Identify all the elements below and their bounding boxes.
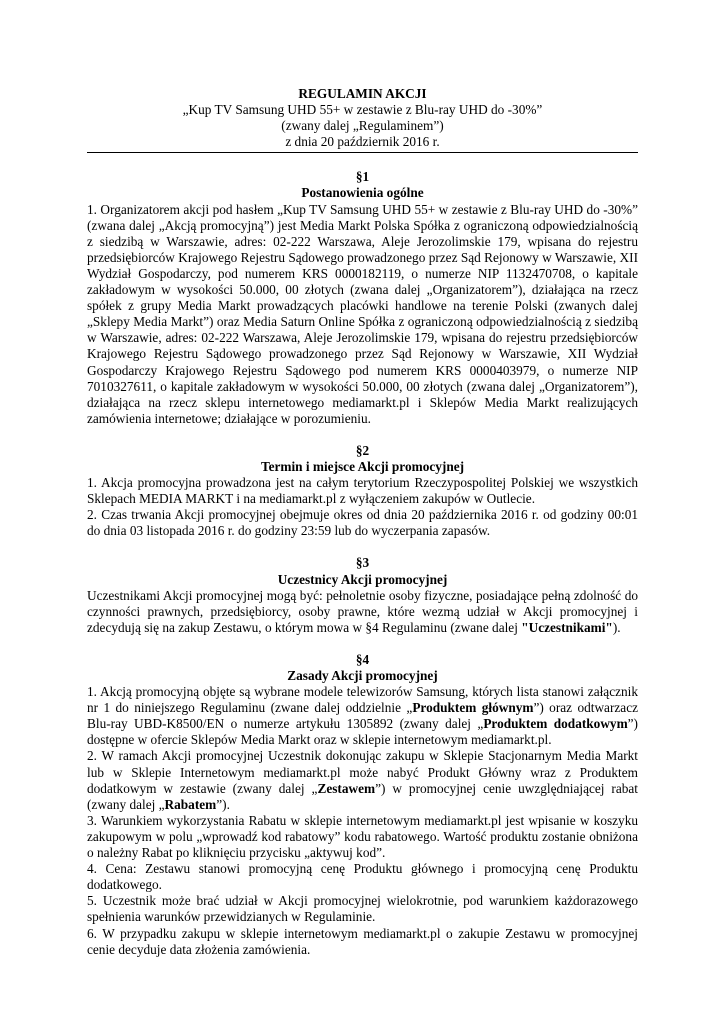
header-divider: [87, 152, 638, 153]
section-2: [87, 443, 638, 540]
action-name: „Kup TV Samsung UHD 55+ w zestawie z Blu-ray UHD do -30%”: [182, 102, 543, 118]
section-title: Postanowienia ogólne: [301, 185, 424, 201]
section-4: [87, 652, 638, 958]
paragraph: 1. Organizatorem akcji pod hasłem „Kup TV Samsung UHD 55+ w zestawie z Blu-ray UHD do -30%” (zwana dalej „Akcją promocyjną”) jest Media Markt Polska Spółka z ograniczoną odpowiedzialnością z siedzibą w Warszawie, adres: 02-222 Warszawa, Aleje Jerozolimskie 179, wpisana do rejestru przedsiębiorców Krajowego Rejestru Sądowego prowadzonego przez Sąd Rejonowy w Warszawie, XII Wydział Gospodarczy, pod numerem KRS 0000182119, o numerze NIP 1132470708, o kapitale zakładowym w wysokości 50.000, 00 złotych (zwana dalej „Organizatorem”), działająca na rzecz spółek z grupy Media Markt prowadzących placówki handlowe na terenie Polski (zwanych dalej „Sklepy Media Markt”) oraz Media Saturn Online Spółka z ograniczoną odpowiedzialnością z siedzibą w Warszawie, adres: 02-222 Warszawa, Aleje Jerozolimskie 179, wpisana do rejestru przedsiębiorców Krajowego Rejestru Sądowego prowadzonego przez Sąd Rejonowy w Warszawie, XII Wydział Gospodarczy Krajowego Rejestru Sądowego pod numerem KRS 0000403979, o numerze NIP 7010327611, o kapitale zakładowym w wysokości 50.000, 00 złotych (zwana dalej „Organizatorem”), działająca na rzecz sklepu internetowego mediamarkt.pl i Sklepów Media Markt realizujących zamówienia internetowe; działające w porozumieniu.: [87, 201, 638, 426]
section-number: §4: [355, 651, 370, 667]
section-1: [87, 169, 638, 427]
paragraph: 5. Uczestnik może brać udział w Akcji promocyjnej wielokrotnie, pod warunkiem każdorazowego spełnienia warunków przewidzianych w Regulaminie.: [87, 893, 638, 925]
section-number: §1: [355, 169, 370, 185]
paragraph: 3. Warunkiem wykorzystania Rabatu w sklepie internetowym mediamarkt.pl jest wpisanie w koszyku zakupowym w polu „wprowadź kod rabatowy” kodu rabatowego. Wartość produktu zostanie obniżona o należny Rabat po kliknięciu przycisku „aktywuj kod”.: [87, 812, 638, 861]
paragraph: 2. Czas trwania Akcji promocyjnej obejmuje okres od dnia 20 października 2016 r. od godziny 00:01 do dnia 03 listopada 2016 r. do godziny 23:59 lub do wyczerpania zapasów.: [87, 507, 638, 539]
paragraph: 1. Akcja promocyjna prowadzona jest na całym terytorium Rzeczypospolitej Polskiej we wszystkich Sklepach MEDIA MARKT i na mediamarkt.pl z wyłączeniem zakupów w Outlecie.: [87, 475, 638, 507]
section-number: §3: [355, 555, 370, 571]
document-title: REGULAMIN AKCJI: [298, 86, 427, 101]
document-page: [87, 86, 638, 958]
paragraph: Uczestnikami Akcji promocyjnej mogą być: pełnoletnie osoby fizyczne, posiadające pełną zdolność do czynności prawnych, przedsiębiorcy, osoby prawne, które wezmą udział w Akcji promocyjnej i zdecydują się na zakup Zestawu, o którym mowa w §4 Regulaminu (zwane dalej "Uczestnikami").: [87, 587, 638, 635]
paragraph: 4. Cena: Zestawu stanowi promocyjną cenę Produktu głównego i promocyjną cenę Produktu dodatkowego.: [87, 861, 638, 893]
paragraph: 1. Akcją promocyjną objęte są wybrane modele telewizorów Samsung, których lista stanowi załącznik nr 1 do niniejszego Regulaminu (zwane dalej oddzielnie „Produktem głównym”) oraz odtwarzacz Blu-ray UBD-K8500/EN o numerze artykułu 1305892 (zwany dalej „Produktem dodatkowym”) dostępne w ofercie Sklepów Media Markt oraz w sklepie internetowym mediamarkt.pl.: [87, 684, 638, 748]
document-header: [87, 86, 638, 150]
section-number: §2: [355, 442, 370, 458]
paragraph: 2. W ramach Akcji promocyjnej Uczestnik dokonując zakupu w Sklepie Stacjonarnym Media Markt lub w Sklepie Internetowym mediamarkt.pl może nabyć Produkt Główny wraz z Produktem dodatkowym w zestawie (zwany dalej „Zestawem”) w promocyjnej cenie uwzględniającej rabat (zwany dalej „Rabatem”).: [87, 748, 638, 812]
section-title: Zasady Akcji promocyjnej: [287, 668, 438, 683]
paragraph: 6. W przypadku zakupu w sklepie internetowym mediamarkt.pl o zakupie Zestawu w promocyjnej cenie decyduje data złożenia zamówienia.: [87, 925, 638, 957]
document-date: z dnia 20 październik 2016 r.: [285, 134, 440, 150]
regulation-alias: (zwany dalej „Regulaminem”): [281, 118, 444, 134]
section-3: [87, 555, 638, 635]
section-title: Uczestnicy Akcji promocyjnej: [277, 571, 448, 587]
section-title: Termin i miejsce Akcji promocyjnej: [260, 458, 465, 474]
